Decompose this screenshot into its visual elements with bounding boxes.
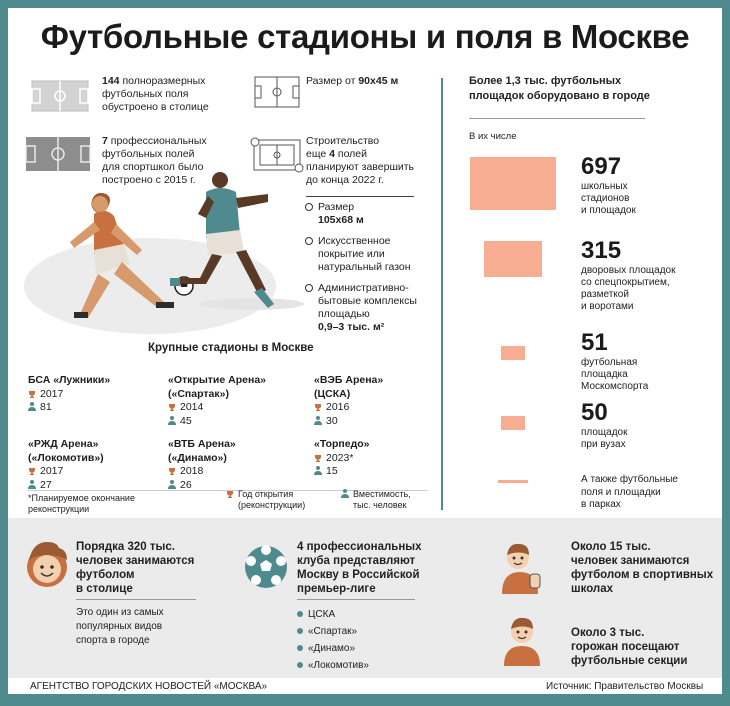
count-label: футбольная площадка Москомспорта xyxy=(581,357,649,392)
stat-320k: Порядка 320 тыс. человек занимаются футболом в столице xyxy=(76,541,195,595)
count-number: 50 xyxy=(581,399,608,426)
stadium-capacity: 15 xyxy=(314,465,370,479)
legend-capacity: Вместимость, тыс. человек xyxy=(341,489,411,511)
stadium-year: 2023* xyxy=(314,452,370,466)
count-label: школьных стадионов и площадок xyxy=(581,181,636,216)
stadium-card xyxy=(168,438,236,492)
trophy-icon xyxy=(314,403,322,411)
trophy-icon xyxy=(168,403,176,411)
count-square xyxy=(470,157,556,210)
stadium-year: 2017 xyxy=(28,465,104,479)
field-outline-icon xyxy=(254,76,300,108)
club-item: «Спартак» xyxy=(297,623,369,640)
stadium-name: «ВЭБ Арена» xyxy=(314,374,384,386)
person-icon xyxy=(341,489,349,498)
stadium-name: «ВТБ Арена» xyxy=(168,438,236,450)
count-label: площадок при вузах xyxy=(581,427,628,450)
feature-admin-buildings: Административно- бытовые комплексы площадью 0,9–3 тыс. м² xyxy=(305,282,417,334)
count-label: дворовых площадок со спецпокрытием, разметкой и воротами xyxy=(581,265,676,312)
right-heading: Более 1,3 тыс. футбольных площадок оборудовано в городе xyxy=(469,75,650,102)
bullet-icon xyxy=(297,645,303,651)
stadium-year: 2018 xyxy=(168,465,236,479)
stadium-club: («Спартак») xyxy=(168,387,229,400)
stat-3k: Около 3 тыс. горожан посещают футбольные секции xyxy=(571,627,688,667)
soccer-ball-icon xyxy=(243,544,289,590)
stadium-name: БСА «Лужники» xyxy=(28,374,111,386)
bullet-icon xyxy=(297,662,303,668)
bottom-panel xyxy=(8,518,722,678)
bullet-icon xyxy=(297,628,303,634)
popular-sport-note: Это один из самых популярных видов спорта в городе xyxy=(76,607,164,646)
stadium-capacity: 81 xyxy=(28,401,110,415)
person-icon xyxy=(168,416,176,425)
field-icon-gray xyxy=(31,80,89,112)
count-number: 315 xyxy=(581,237,622,264)
citizen-icon xyxy=(500,614,544,666)
stadium-card xyxy=(28,438,104,492)
stadium-name: «РЖД Арена» xyxy=(28,438,99,450)
count-number: 697 xyxy=(581,153,622,180)
stadium-card xyxy=(28,374,110,415)
legend-year: Год открытия (реконструкции) xyxy=(226,489,305,511)
stadium-club: («Локомотив») xyxy=(28,451,104,464)
stadium-capacity: 30 xyxy=(314,415,383,429)
right-subheading: В их числе xyxy=(469,131,517,142)
footer xyxy=(8,678,722,694)
legend-planned: *Планируемое окончание реконструкции xyxy=(28,493,135,514)
stadium-club: («Динамо») xyxy=(168,451,227,464)
stadiums-title: Крупные стадионы в Москве xyxy=(148,342,314,354)
count-square xyxy=(501,416,524,430)
stadium-capacity: 27 xyxy=(28,479,104,493)
boy-face-icon xyxy=(24,540,70,590)
bullet-icon xyxy=(305,237,313,245)
stadium-name: «Торпедо» xyxy=(314,438,370,450)
stadium-card xyxy=(314,438,370,479)
football-players-illustration xyxy=(22,166,306,336)
stadium-year: 2017 xyxy=(28,388,110,402)
trophy-icon xyxy=(28,467,36,475)
page-title: Футбольные стадионы и поля в Москве xyxy=(40,18,690,55)
bullet-icon xyxy=(305,284,313,292)
stat-7-fields: 7 профессиональных футбольных полей для спортшкол было построено с 2015 г. xyxy=(102,135,207,186)
club-item: «Динамо» xyxy=(297,640,369,657)
bullet-icon xyxy=(297,611,303,617)
trophy-icon xyxy=(168,467,176,475)
bullet-icon xyxy=(305,203,313,211)
person-icon xyxy=(28,402,36,411)
count-number: 51 xyxy=(581,329,608,356)
coach-icon xyxy=(496,540,544,594)
club-item: ЦСКА xyxy=(297,606,369,623)
person-icon xyxy=(168,480,176,489)
also-parks: А также футбольные поля и площадки в парках xyxy=(581,474,678,510)
person-icon xyxy=(314,416,322,425)
stat-144-fields: 144 полноразмерных футбольных поля обустроено в столице xyxy=(102,75,209,113)
column-divider xyxy=(441,78,443,510)
stadium-card xyxy=(168,374,266,428)
feature-surface: Искусственное покрытие или натуральный газон xyxy=(305,235,411,274)
stadium-year: 2016 xyxy=(314,401,383,415)
stadium-card xyxy=(314,374,383,428)
trophy-icon xyxy=(226,490,234,498)
stadium-capacity: 26 xyxy=(168,479,236,493)
count-square xyxy=(501,346,524,360)
infographic xyxy=(8,8,722,694)
clubs-list xyxy=(297,606,369,674)
count-square xyxy=(484,241,542,277)
stadium-year: 2014 xyxy=(168,401,266,415)
agency-name: АГЕНТСТВО ГОРОДСКИХ НОВОСТЕЙ «МОСКВА» xyxy=(30,681,268,692)
person-icon xyxy=(28,480,36,489)
parks-marker xyxy=(498,480,528,483)
person-icon xyxy=(314,466,322,475)
stat-4-fields-construction: Строительство еще 4 полей планируют завершить до конца 2022 г. xyxy=(306,135,415,186)
stadium-name: «Открытие Арена» xyxy=(168,374,266,386)
stat-4-clubs: 4 профессиональных клуба представляют Москву в Российской премьер-лиге xyxy=(297,541,422,595)
stat-15k: Около 15 тыс. человек занимаются футболом в спортивных школах xyxy=(571,541,714,595)
feature-size: Размер 105х68 м xyxy=(305,201,364,227)
stadium-club: (ЦСКА) xyxy=(314,387,351,400)
trophy-icon xyxy=(314,454,322,462)
source: Источник: Правительство Москвы xyxy=(546,681,704,692)
stadium-capacity: 45 xyxy=(168,415,266,429)
club-item: «Локомотив» xyxy=(297,657,369,674)
trophy-icon xyxy=(28,390,36,398)
field-size-min: Размер от 90х45 м xyxy=(306,75,399,87)
